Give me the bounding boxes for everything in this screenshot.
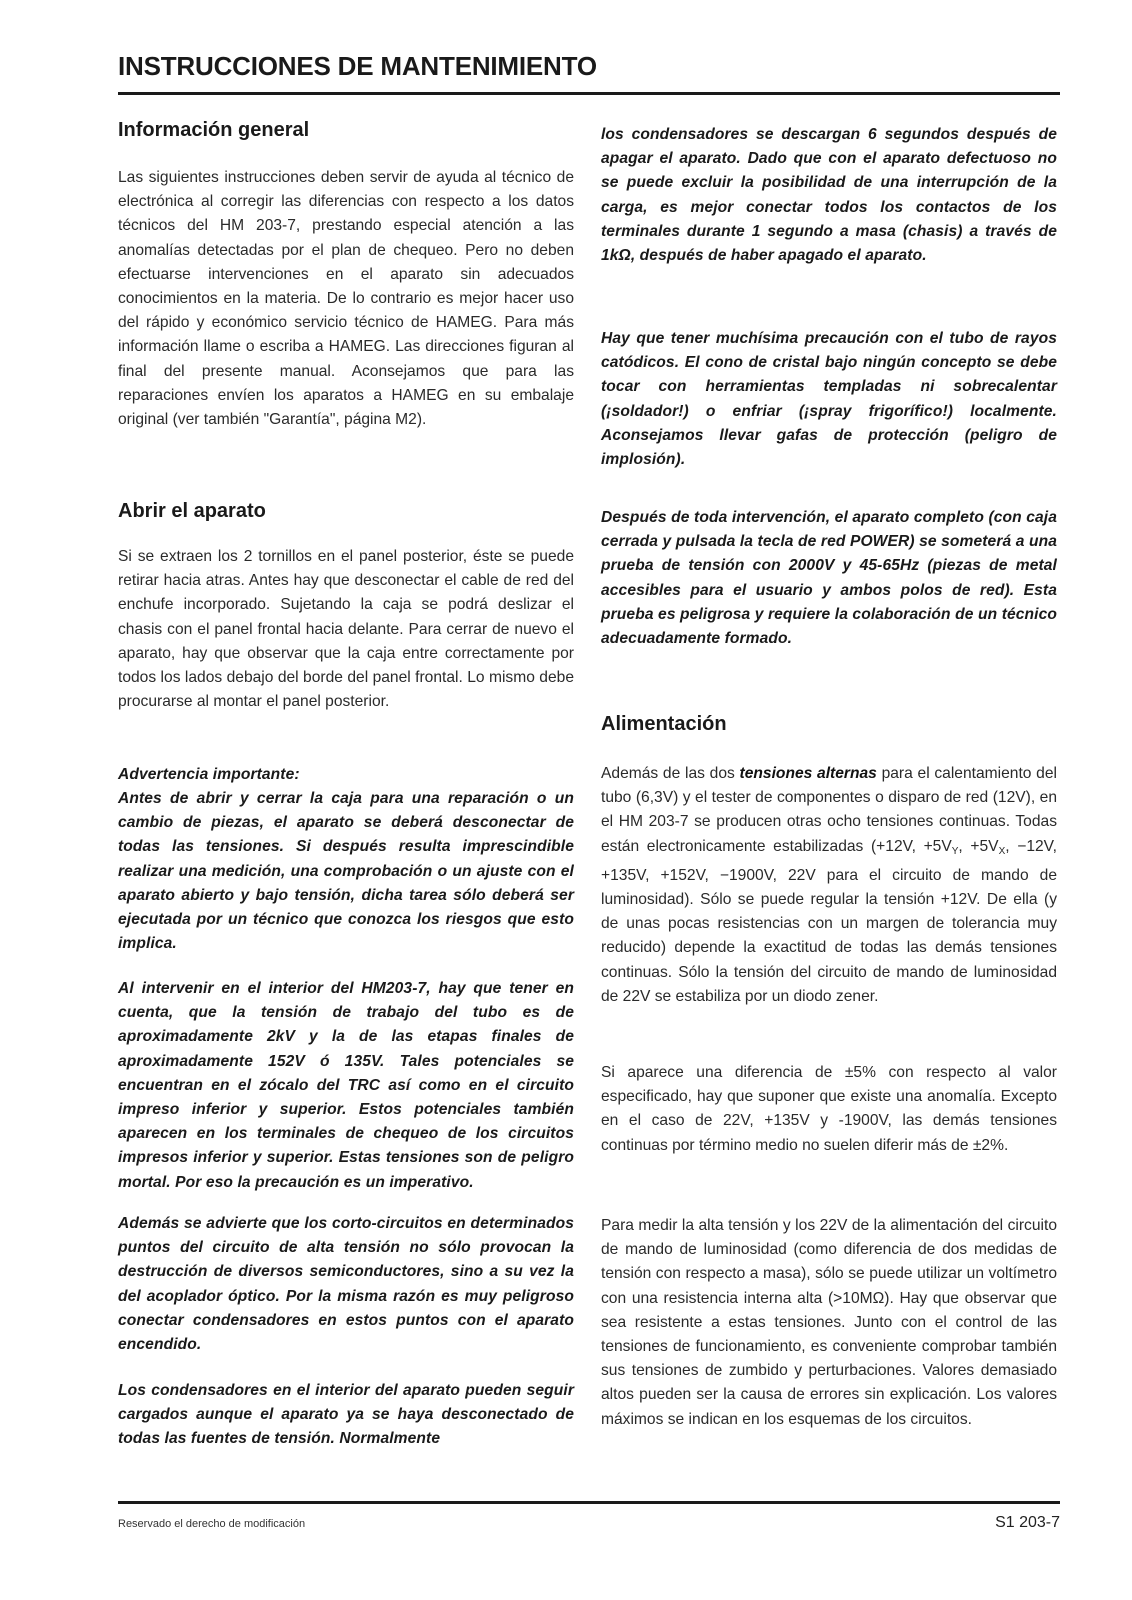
- emphasis-tensiones-alternas: tensiones alternas: [739, 765, 877, 782]
- left-column: [118, 0, 574, 1500]
- heading-abrir-aparato: Abrir el aparato: [118, 500, 266, 522]
- warning-advertencia-label: Advertencia importante:: [118, 766, 300, 783]
- warning-hm203: Al intervenir en el interior del HM203-7, hay que tener en cuenta, que la tensión de trabajo del tubo es de aproximadamente 2kV y la de las etapas finales de aproximadamente 152V ó 135V. Tales potenciales se encuentran en el zócalo del TRC así como en el circuito impreso inferior y superior. Estos potenciales también aparecen en los terminales de chequeo de los circuitos impresos inferior y superior. Estas tensiones son de peligro mortal. Por eso la precaución es un imperativo.: [118, 980, 574, 1191]
- subscript-y: Y: [951, 845, 959, 857]
- text: , −12V, +135V, +152V, −1900V, 22V para el circuito de mando de luminosidad). Sólo se puede regular la tensión +12V. De ella (y de unas pocas resistencias con un margen de tolerancia muy reducido) depende la exactitud de todas las demás tensiones continuas. Sólo la tensión del circuito de mando de luminosidad de 22V se estabiliza por un diodo zener.: [601, 837, 1057, 1005]
- heading-alimentacion: Alimentación: [601, 713, 727, 735]
- paragraph-informacion-general: Las siguientes instrucciones deben servir de ayuda al técnico de electrónica al corregir las diferencias con respecto a los datos técnicos del HM 203-7, prestando especial atención a las anomalías detectadas por el plan de chequeo. Pero no deben efectuarse intervenciones en el aparato sin adecuados conocimientos en la materia. De lo contrario es mejor hacer uso del rápido y económico servicio técnico de HAMEG. Para más información llame o escriba a HAMEG. Las direcciones figuran al final del presente manual. Aconsejamos que para las reparaciones envíen los aparatos a HAMEG en su embalaje original (ver también "Garantía", página M2).: [118, 169, 574, 429]
- paragraph-alimentacion-3: Para medir la alta tensión y los 22V de la alimentación del circuito de mando de luminosidad (como diferencia de dos medidas de tensión con respecto a masa), sólo se puede utilizar un voltímetro con una resistencia interna alta (>10MΩ). Hay que observar que sea resistente a estas tensiones. Junto con el control de las tensiones de funcionamiento, es conveniente comprobar también sus tensiones de zumbido y perturbaciones. Valores demasiado altos pueden ser la causa de errores sin explicación. Los valores máximos se indican en los esquemas de los circuitos.: [601, 1217, 1057, 1428]
- footer-note: Reservado el derecho de modificación: [118, 1518, 306, 1530]
- footer-rule: [118, 1501, 1060, 1504]
- heading-informacion-general: Información general: [118, 119, 310, 141]
- warning-cortocircuitos: Además se advierte que los corto-circuitos en determinados puntos del circuito de alta tensión no sólo provocan la destrucción de diversos semiconductores, sino a su vez la del acoplador óptico. Por la misma razón es muy peligroso conectar condensadores en estos puntos con el aparato encendido.: [118, 1215, 574, 1354]
- text: para el calentamiento del tubo (6,3V) y el tester de componentes o disparo de red (12V), en el HM 203-7 se producen otras ocho tensiones continuas. Todas están electronicamente estabilizadas (+12V, +5V: [601, 765, 1057, 855]
- paragraph-abrir-aparato: Si se extraen los 2 tornillos en el panel posterior, éste se puede retirar hacia atras. Antes hay que desconectar el cable de red del enchufe incorporado. Sujetando la caja se podrá deslizar el chasis con el panel frontal hacia delante. Para cerrar de nuevo el aparato, hay que observar que la caja entre correctamente por todos los lados debajo del borde del panel frontal. Lo mismo debe procurarse al montar el panel posterior.: [118, 548, 574, 711]
- warning-tubo: Hay que tener muchísima precaución con el tubo de rayos catódicos. El cono de cristal bajo ningún concepto se debe tocar con herramientas templadas ni sobrecalentar (¡soldador!) o enfriar (¡spray frigorífico!) localmente. Aconsejamos llevar gafas de protección (peligro de implosión).: [601, 330, 1057, 469]
- page-number: S1 203-7: [995, 1514, 1060, 1531]
- paragraph-alimentacion-2: Si aparece una diferencia de ±5% con respecto al valor especificado, hay que suponer que existe una anomalía. Excepto en el caso de 22V, +135V y -1900V, las demás tensiones continuas por término medio no suelen diferir más de ±2%.: [601, 1064, 1057, 1154]
- paragraph-alimentacion-1: [601, 762, 1057, 1009]
- page-title: INSTRUCCIONES DE MANTENIMIENTO: [118, 51, 597, 81]
- warning-advertencia-body: Antes de abrir y cerrar la caja para una reparación o un cambio de piezas, el aparato se deberá desconectar de todas las tensiones. Si después resulta imprescindible realizar una medición, una comprobación o un ajuste con el aparato abierto y bajo tensión, dicha tarea sólo deberá ser ejecutada por un técnico que conozca los riesgos que esto implica.: [118, 790, 574, 953]
- text: Además de las dos: [601, 765, 740, 782]
- subscript-x: X: [998, 845, 1006, 857]
- warning-condensadores: Los condensadores en el interior del aparato pueden seguir cargados aunque el aparato ya se haya desconectado de todas las fuentes de tensión. Normalmente: [118, 1382, 574, 1448]
- right-column: [601, 0, 1057, 1500]
- warning-condensadores-continued: los condensadores se descargan 6 segundos después de apagar el aparato. Dado que con el aparato defectuoso no se puede excluir la posibilidad de una interrupción de la carga, es mejor conectar todos los contactos de los terminales durante 1 segundo a masa (chasis) a través de 1kΩ, después de haber apagado el aparato.: [601, 126, 1057, 265]
- warning-prueba-tension: Después de toda intervención, el aparato completo (con caja cerrada y pulsada la tecla de red POWER) se someterá a una prueba de tensión con 2000V y 45-65Hz (piezas de metal accesibles para el usuario y ambos polos de red). Esta prueba es peligrosa y requiere la colaboración de un técnico adecuadamente formado.: [601, 509, 1057, 648]
- text: , +5V: [958, 837, 999, 855]
